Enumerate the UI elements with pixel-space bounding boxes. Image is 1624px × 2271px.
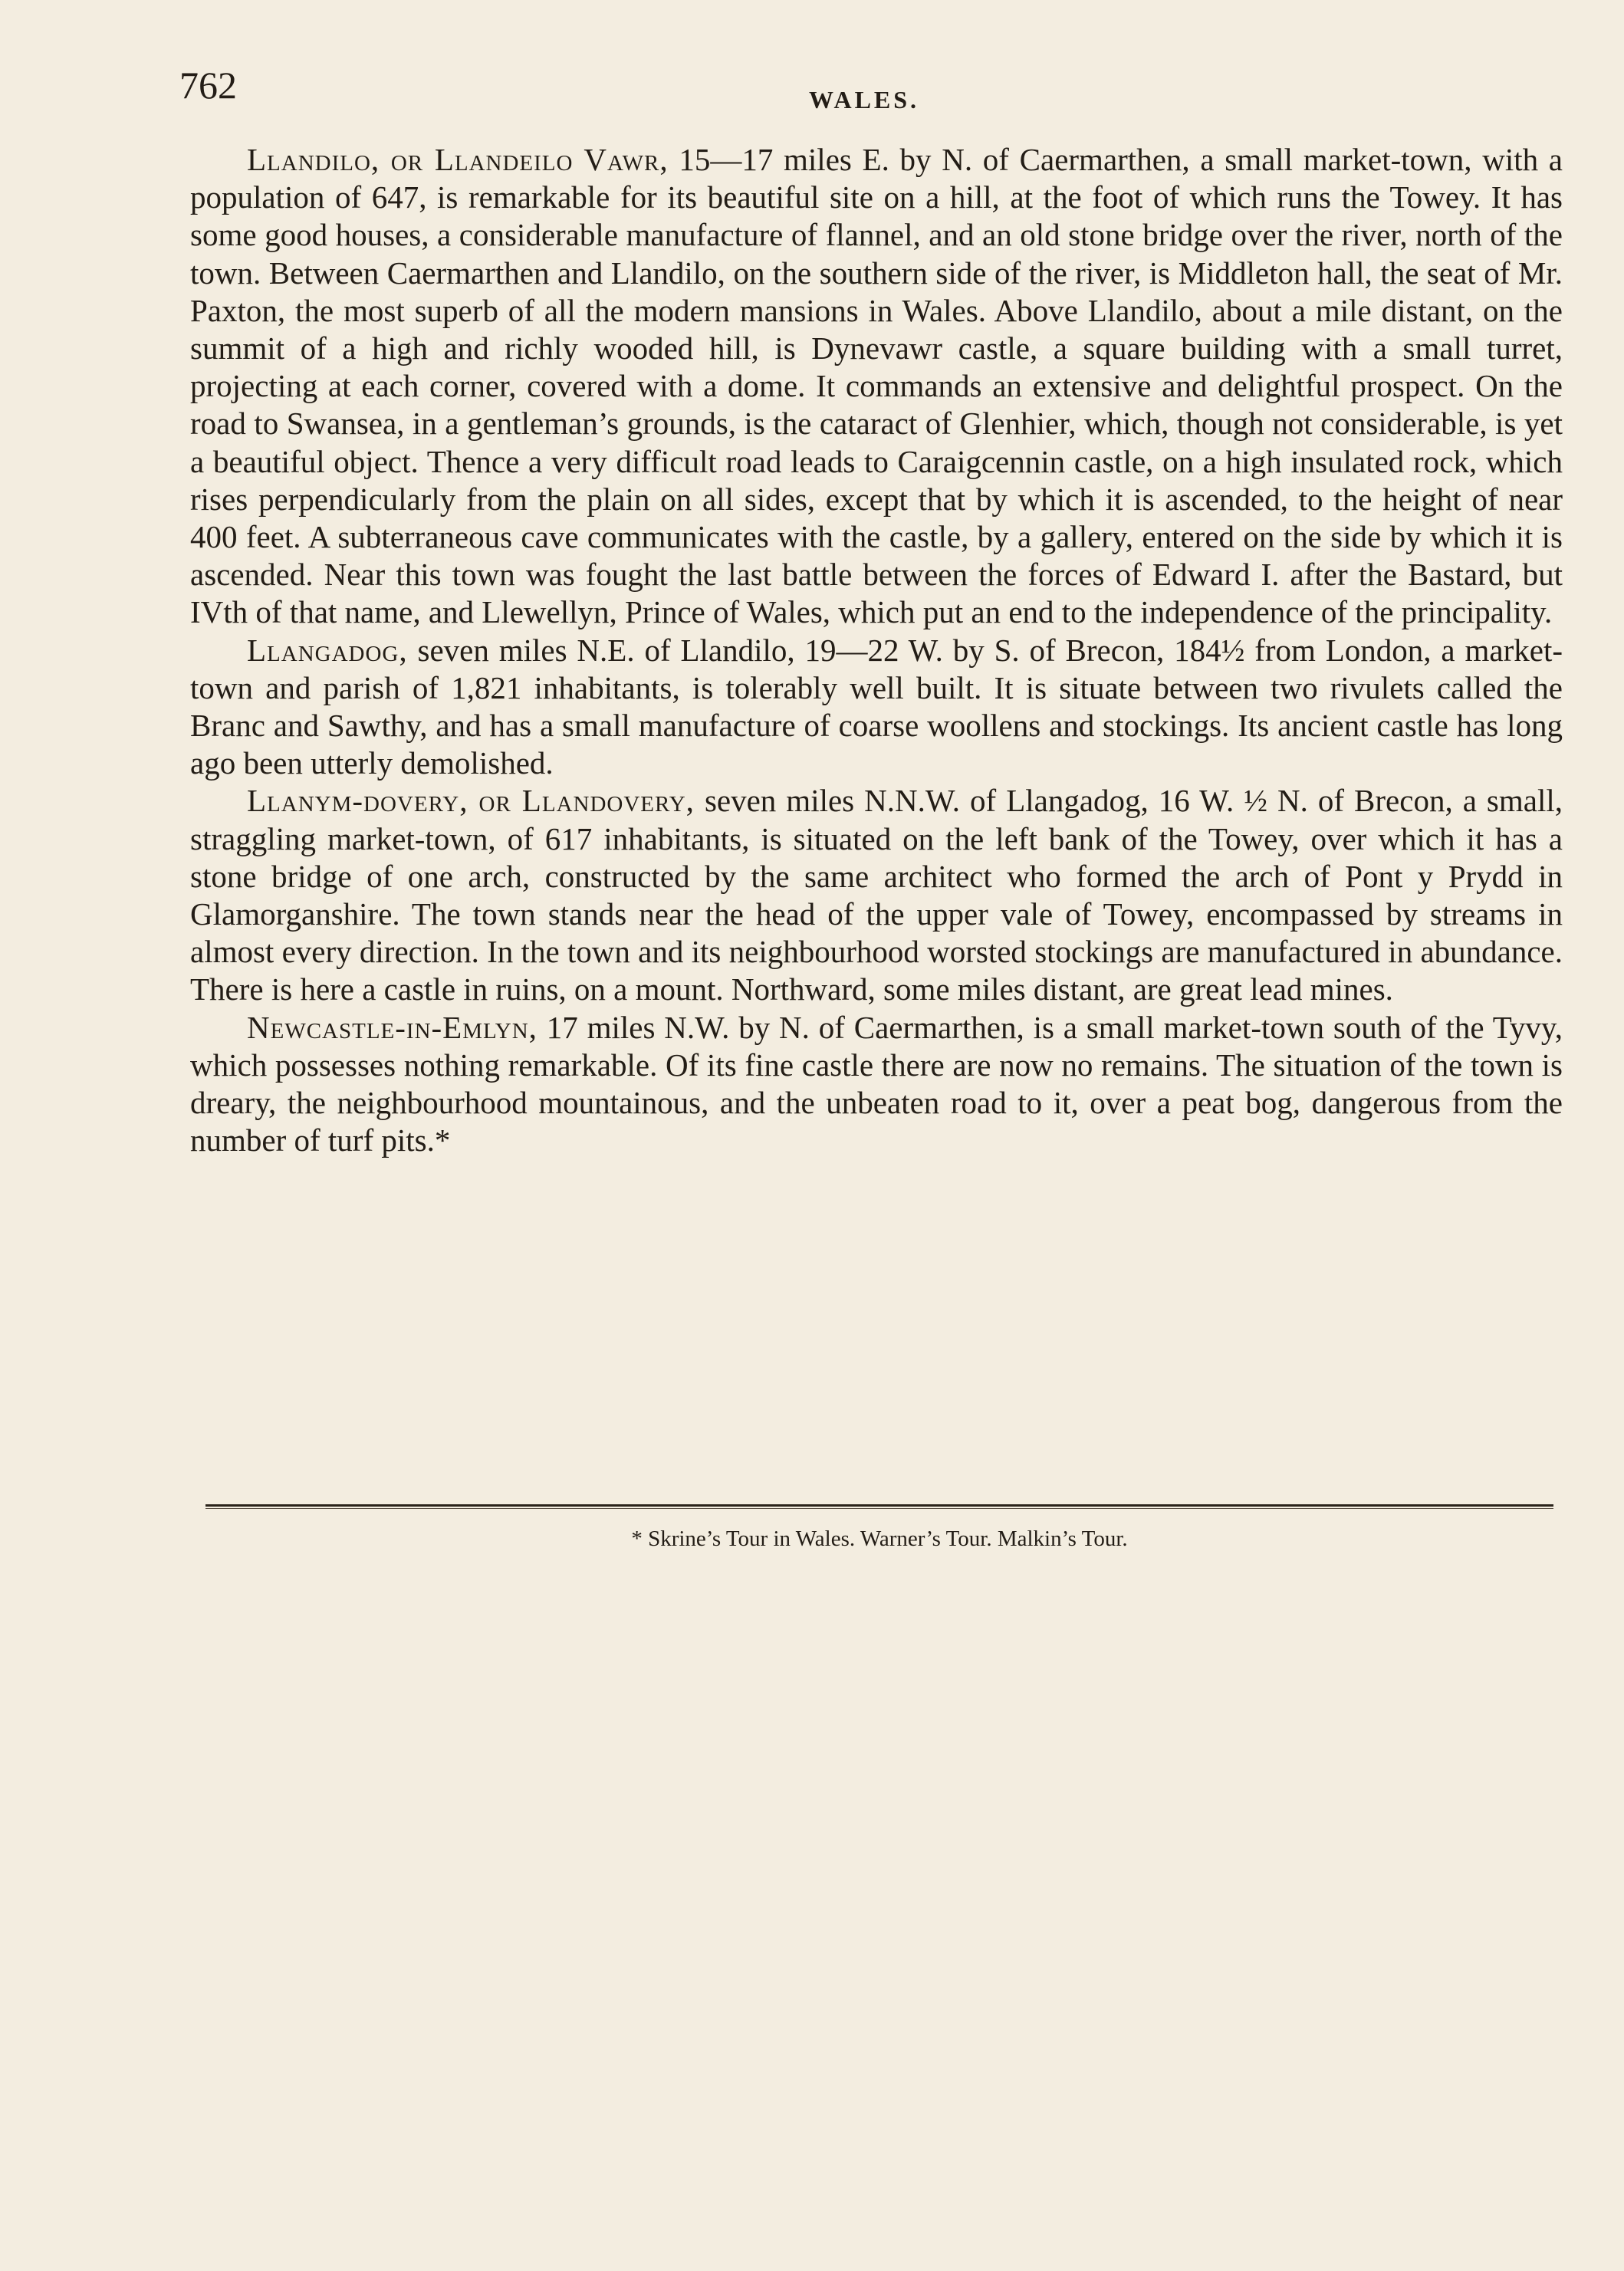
entry-place-name: Llandilo, or Llandeilo Vawr, [247,142,669,177]
entry-text: seven miles N.N.W. of Llangadog, 16 W. ½ N. of Brecon, a small, straggling market-town, of 617 inhabitants, is situated on the left bank of the Towey, over which it has a stone bridge of one arch, constructed by the same architect who formed the arch of Pont y Prydd in Glamorganshire. The town stands near the head of the upper vale of Towey, encompassed by streams in almost every direction. In the town and its neighbourhood worsted stockings are manufactured in abundance. There is here a castle in ruins, on a mount. Northward, some miles distant, are great lead mines. [190,783,1563,1007]
entry-place-name: Newcastle-in-Emlyn, [247,1009,537,1045]
entry-place-name: Llanym-dovery, or Llandovery, [247,783,695,819]
running-title: WALES. [809,86,920,113]
footnote: * Skrine’s Tour in Wales. Warner’s Tour. Malkin’s Tour. [631,1527,1128,1551]
page-number: 762 [179,64,237,107]
entry-llangadog [190,632,1563,783]
entry-newcastle-in-emlyn [190,1009,1563,1160]
footnote-rule [205,1504,1553,1509]
entry-text: 17 miles N.W. by N. of Caermarthen, is a small market-town south of the Tyvy, which possesses nothing remarkable. Of its fine castle there are now no remains. The situation of the town is dreary, the neighbourhood mountainous, and the unbeaten road to it, over a peat bog, dangerous from the number of turf pits.* [190,1009,1563,1159]
entry-llandilo [190,141,1563,632]
entry-text: seven miles N.E. of Llandilo, 19—22 W. by S. of Brecon, 184½ from London, a market-town and parish of 1,821 inhabitants, is tolerably well built. It is situate between two rivulets called the Branc and Sawthy, and has a small manufacture of coarse woollens and stockings. Its ancient castle has long ago been utterly demolished. [190,632,1563,781]
entry-text: 15—17 miles E. by N. of Caermarthen, a small market-town, with a population of 647, is remarkable for its beautiful site on a hill, at the foot of which runs the Towey. It has some good houses, a considerable manufacture of flannel, and an old stone bridge over the river, north of the town. Between Caermarthen and Llandilo, on the southern side of the river, is Middleton hall, the seat of Mr. Paxton, the most superb of all the modern mansions in Wales. Above Llandilo, about a mile distant, on the summit of a high and richly wooded hill, is Dynevawr castle, a square building with a small turret, projecting at each corner, covered with a dome. It commands an extensive and delightful prospect. On the road to Swansea, in a gentleman’s grounds, is the cataract of Glenhier, which, though not considerable, is yet a beautiful object. Thence a very difficult road leads to Caraigcennin castle, on a high insulated rock, which rises perpendicularly from the plain on all sides, except that by which it is ascended, to the height of near 400 feet. A subterraneous cave communicates with the castle, by a gallery, entered on the side by which it is ascended. Near this town was fought the last battle between the forces of Edward I. after the Bastard, but IVth of that name, and Llewellyn, Prince of Wales, which put an end to the independence of the principality. [190,142,1563,630]
body-text [190,141,1563,1159]
entry-place-name: Llangadog, [247,632,408,668]
entry-llandovery [190,782,1563,1008]
